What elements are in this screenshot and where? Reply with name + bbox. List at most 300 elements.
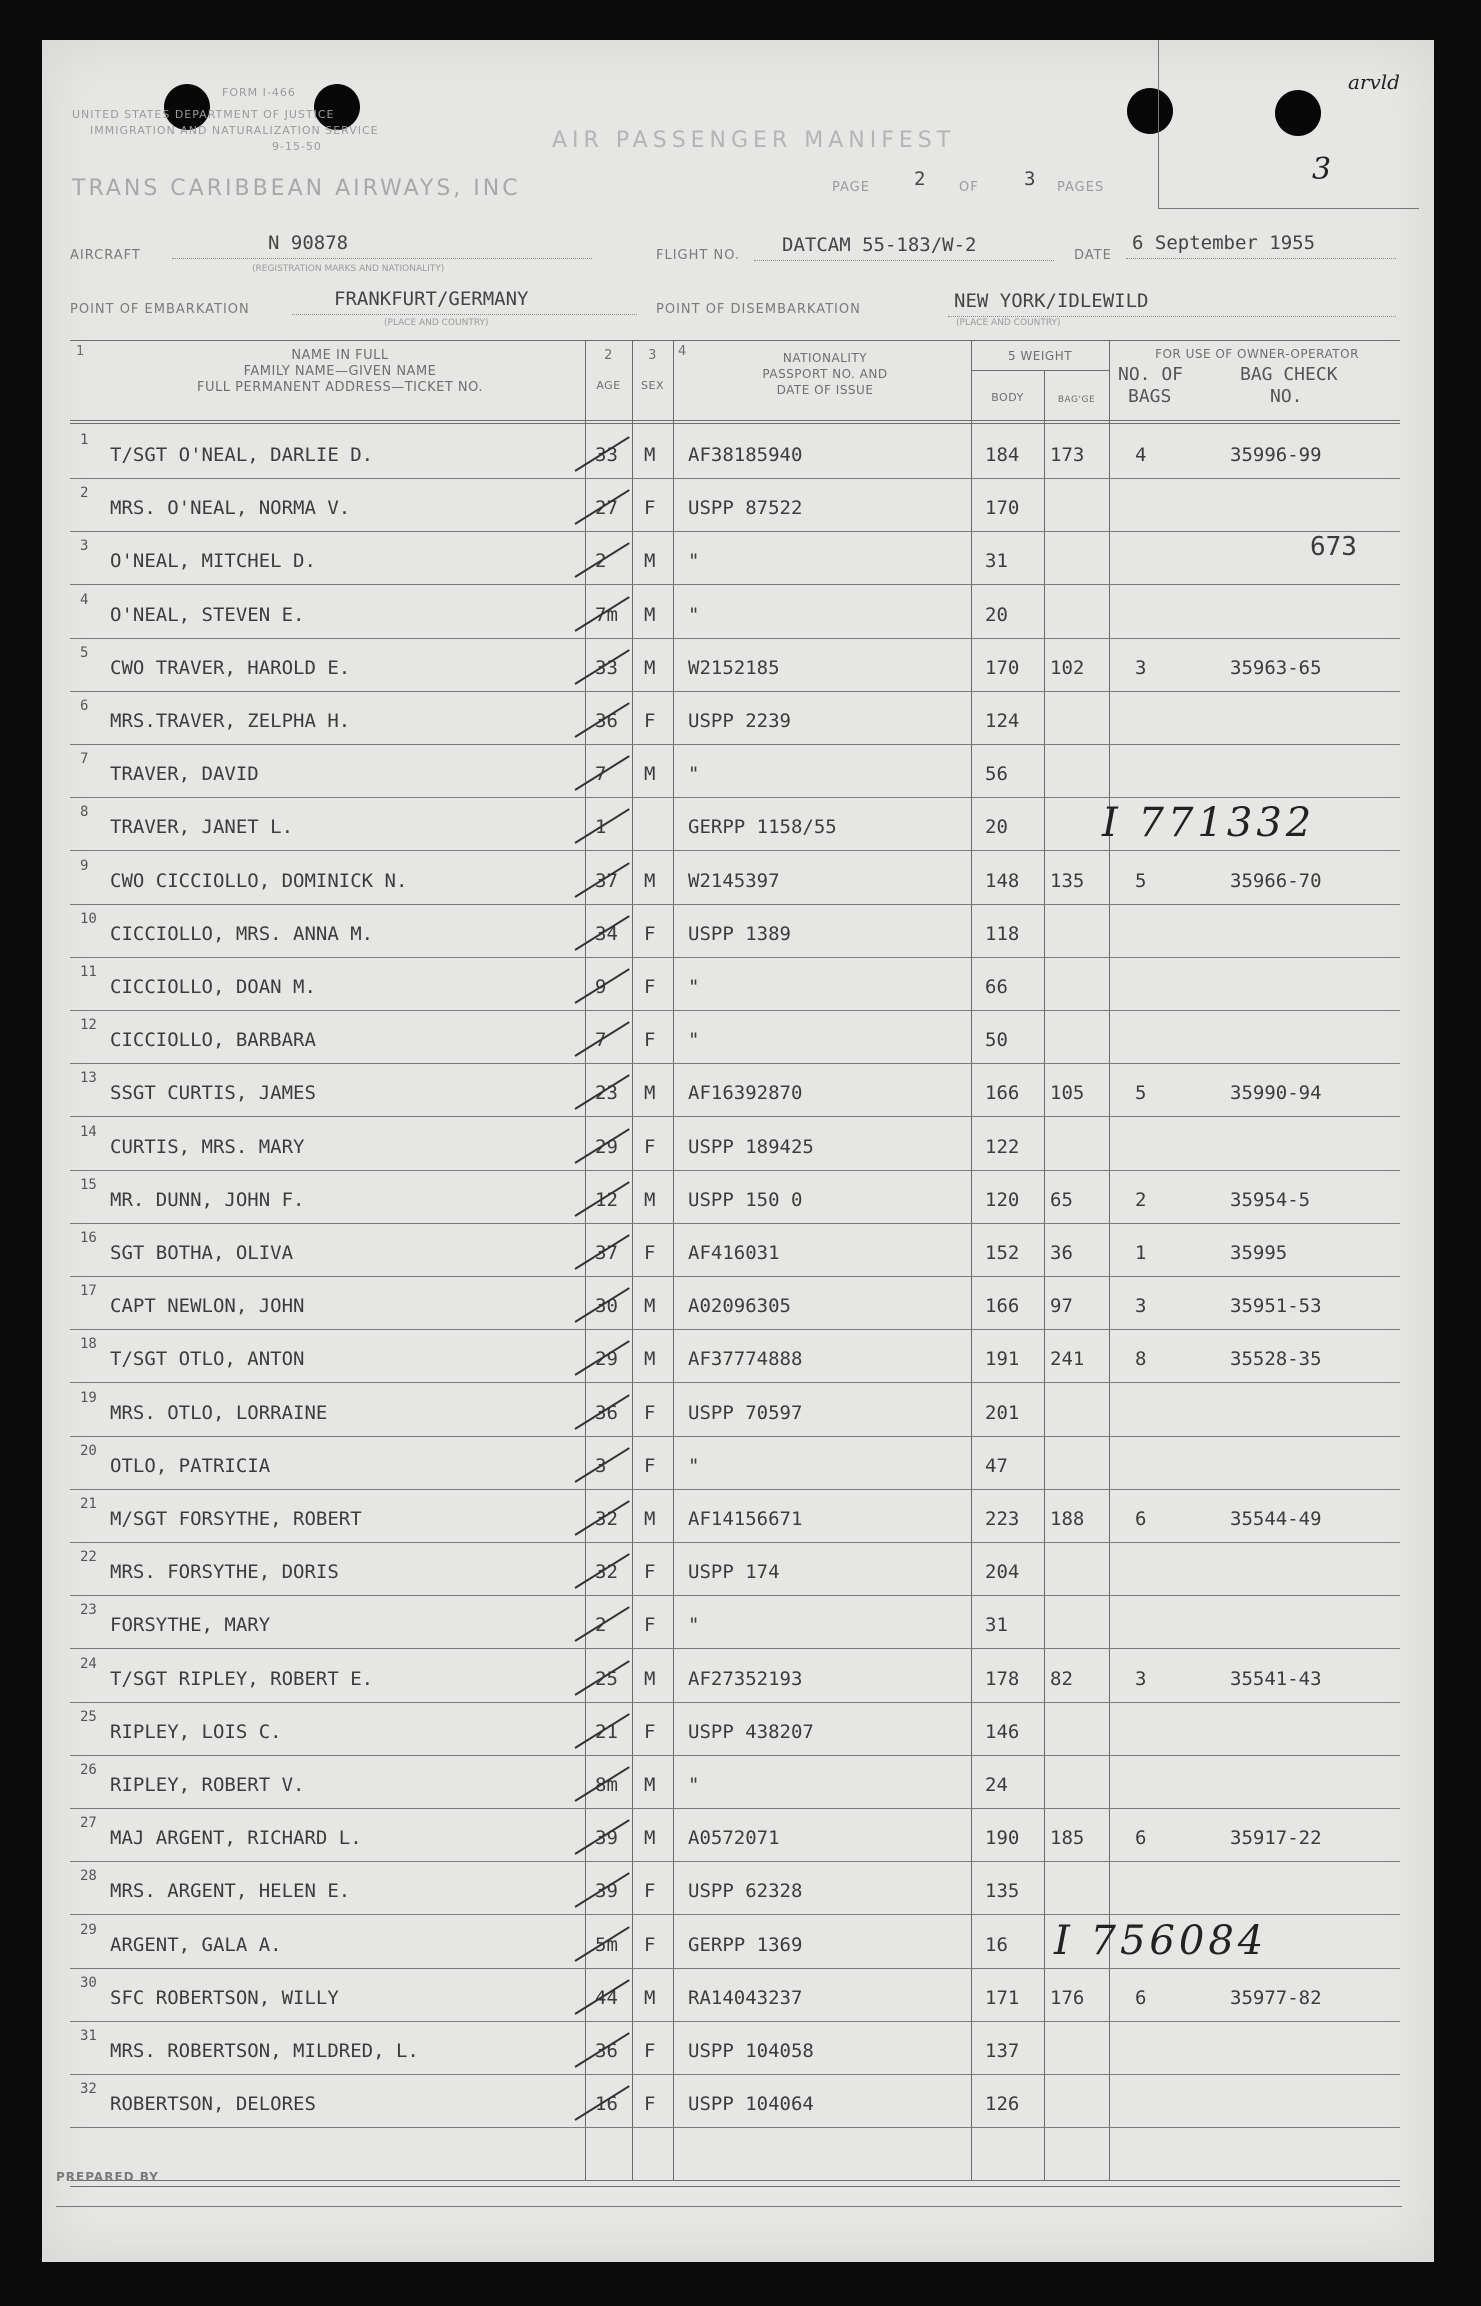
baggage-weight: 241 (1050, 1348, 1085, 1371)
row-number: 21 (80, 1496, 97, 1512)
passport-number: W2152185 (688, 656, 780, 679)
table-row (70, 1596, 1400, 1649)
passenger-name: SFC ROBERTSON, WILLY (110, 1986, 339, 2009)
passenger-age: 32 (595, 1561, 618, 1584)
airline-name: TRANS CARIBBEAN AIRWAYS, INC (72, 176, 521, 201)
table-row (70, 639, 1400, 692)
row-number: 22 (80, 1549, 97, 1566)
passenger-age: 37 (595, 869, 618, 892)
row-number: 1 (80, 432, 89, 448)
check-mark (574, 1234, 629, 1270)
baggage-weight: 36 (1050, 1242, 1073, 1264)
baggage-weight: 176 (1050, 1986, 1085, 2009)
row-number: 25 (80, 1708, 97, 1725)
table-row (70, 1118, 1400, 1171)
passenger-age: 7m (595, 603, 618, 626)
body-weight: 152 (985, 1242, 1020, 1264)
baggage-weight: 188 (1050, 1508, 1085, 1530)
body-weight: 135 (985, 1880, 1020, 1903)
table-row (70, 1756, 1400, 1809)
bag-check-number: 35995 (1230, 1242, 1288, 1264)
row-number: 32 (80, 2081, 97, 2098)
body-weight: 124 (985, 710, 1020, 732)
passenger-sex: F (644, 922, 656, 945)
check-mark (574, 1660, 629, 1696)
row-number: 30 (80, 1974, 97, 1991)
passenger-age: 39 (595, 1827, 618, 1850)
bag-check-number: 35963-65 (1230, 656, 1322, 679)
annotation-row8: I 771332 (1102, 800, 1316, 846)
body-weight: 166 (985, 1082, 1020, 1105)
passenger-name: CICCIOLLO, MRS. ANNA M. (110, 922, 374, 945)
row-number: 23 (80, 1602, 97, 1619)
num-bags: 3 (1135, 1295, 1147, 1318)
col-passport-header: NATIONALITY PASSPORT NO. AND DATE OF ISSUE (762, 351, 888, 397)
passenger-sex: M (644, 1986, 656, 2009)
passenger-sex: M (644, 1667, 656, 1690)
baggage-weight: 97 (1050, 1295, 1073, 1318)
check-mark (574, 915, 629, 951)
col4-number: 4 (678, 344, 687, 359)
passenger-name: CURTIS, MRS. MARY (110, 1135, 305, 1158)
passenger-sex: M (644, 550, 656, 573)
check-mark (574, 968, 629, 1004)
table-row (70, 532, 1400, 585)
passport-number: USPP 438207 (688, 1720, 814, 1743)
bag-check-number: 35528-35 (1230, 1348, 1322, 1371)
baggage-weight: 102 (1050, 656, 1085, 679)
passport-number: USPP 1389 (688, 922, 791, 945)
check-mark (574, 862, 629, 898)
check-mark (574, 1394, 629, 1430)
annotation-row29: I 756084 (1054, 1918, 1268, 1964)
row-number: 27 (80, 1815, 97, 1832)
check-mark (574, 1979, 629, 2015)
body-weight: 47 (985, 1454, 1008, 1477)
stamp-box (1158, 40, 1419, 209)
passport-number: AF38185940 (688, 444, 803, 466)
passenger-name: CWO CICCIOLLO, DOMINICK N. (110, 869, 408, 892)
passenger-name: RIPLEY, ROBERT V. (110, 1774, 305, 1796)
col-age-header: 2 AGE (596, 348, 621, 392)
passenger-age: 33 (595, 444, 618, 466)
table-row (70, 692, 1400, 745)
row-number: 16 (80, 1230, 97, 1246)
check-mark (574, 543, 629, 579)
body-weight: 50 (985, 1029, 1008, 1052)
passenger-name: MAJ ARGENT, RICHARD L. (110, 1827, 362, 1850)
passport-number: USPP 70597 (688, 1401, 803, 1424)
agency-line1: UNITED STATES DEPARTMENT OF JUSTICE (72, 108, 335, 121)
passenger-sex: F (644, 2093, 656, 2116)
passenger-age: 30 (595, 1295, 618, 1318)
passport-number: AF37774888 (688, 1348, 803, 1371)
passenger-name: T/SGT O'NEAL, DARLIE D. (110, 444, 374, 466)
check-mark (574, 489, 629, 525)
passenger-name: MRS. OTLO, LORRAINE (110, 1401, 328, 1424)
check-mark (574, 809, 629, 845)
corner-note: 3 (1312, 152, 1332, 187)
passenger-name: RIPLEY, LOIS C. (110, 1720, 282, 1743)
passenger-age: 36 (595, 2040, 618, 2062)
table-row (70, 852, 1400, 905)
num-bags: 3 (1135, 656, 1147, 679)
table-row (70, 1011, 1400, 1064)
passenger-age: 16 (595, 2093, 618, 2116)
body-weight: 66 (985, 976, 1008, 998)
col1-number: 1 (76, 344, 85, 359)
body-weight: 31 (985, 550, 1008, 573)
passenger-name: TRAVER, JANET L. (110, 816, 294, 839)
passenger-name: MR. DUNN, JOHN F. (110, 1188, 305, 1211)
body-weight: 31 (985, 1614, 1008, 1637)
passenger-sex: M (644, 656, 656, 679)
passport-number: USPP 87522 (688, 497, 803, 520)
passenger-sex: F (644, 497, 656, 520)
passenger-sex: F (644, 1933, 656, 1956)
passenger-age: 2 (595, 550, 607, 573)
body-weight: 24 (985, 1774, 1008, 1796)
passenger-sex: M (644, 1508, 656, 1530)
bag-check-number: 35541-43 (1230, 1667, 1322, 1690)
passenger-name: M/SGT FORSYTHE, ROBERT (110, 1508, 362, 1530)
passport-number: USPP 104064 (688, 2093, 814, 2116)
row-number: 19 (80, 1389, 97, 1406)
row-number: 8 (80, 804, 89, 821)
passenger-sex: M (644, 603, 656, 626)
passenger-age: 1 (595, 816, 607, 839)
row-number: 12 (80, 1017, 97, 1034)
table-row (70, 2022, 1400, 2075)
check-mark (574, 2032, 629, 2068)
baggage-weight: 105 (1050, 1082, 1085, 1105)
passenger-age: 33 (595, 656, 618, 679)
passenger-age: 7 (595, 1029, 607, 1052)
passenger-age: 12 (595, 1188, 618, 1211)
passport-number: AF27352193 (688, 1667, 803, 1690)
passenger-sex: F (644, 1242, 656, 1264)
check-mark (574, 1500, 629, 1536)
body-weight: 223 (985, 1508, 1020, 1530)
body-weight: 171 (985, 1986, 1020, 2009)
passenger-name: CICCIOLLO, BARBARA (110, 1029, 316, 1052)
row-number: 26 (80, 1762, 97, 1778)
row-number: 18 (80, 1336, 97, 1353)
passenger-sex: F (644, 1614, 656, 1637)
table-row (70, 1330, 1400, 1383)
passenger-age: 44 (595, 1986, 618, 2009)
row-number: 15 (80, 1176, 97, 1193)
bag-check-number: 35544-49 (1230, 1508, 1322, 1530)
row-number: 9 (80, 857, 89, 874)
passenger-name: OTLO, PATRICIA (110, 1454, 271, 1477)
num-bags: 3 (1135, 1667, 1147, 1690)
passport-number: " (688, 603, 700, 626)
manifest-page (42, 40, 1434, 2262)
check-mark (574, 1713, 629, 1749)
passport-number: USPP 104058 (688, 2040, 814, 2062)
disembark-label: POINT OF DISEMBARKATION (656, 302, 861, 317)
body-weight: 166 (985, 1295, 1020, 1318)
passenger-sex: F (644, 2040, 656, 2062)
table-row (70, 1969, 1400, 2022)
disembark-value: NEW YORK/IDLEWILD (954, 290, 1149, 312)
passenger-age: 21 (595, 1720, 618, 1743)
passport-number: W2145397 (688, 869, 780, 892)
num-bags: 2 (1135, 1188, 1147, 1211)
col-operator-header: FOR USE OF OWNER-OPERATOR (1155, 347, 1359, 361)
col-baggage-header: BAG'GE (1057, 395, 1096, 405)
bag-check-number: 673 (1310, 532, 1357, 563)
row-number: 13 (80, 1070, 97, 1087)
passenger-sex: F (644, 1029, 656, 1052)
aircraft-value: N 90878 (268, 232, 349, 254)
passenger-sex: M (644, 1774, 656, 1796)
row-number: 4 (80, 591, 89, 608)
baggage-weight: 185 (1050, 1827, 1085, 1850)
col-num-bags-header: NO. OF BAGS (1118, 364, 1184, 407)
passenger-age: 37 (595, 1242, 618, 1264)
check-mark (574, 1021, 629, 1057)
row-number: 2 (80, 485, 89, 502)
check-mark (574, 1075, 629, 1111)
table-row (70, 1437, 1400, 1490)
passenger-age: 32 (595, 1508, 618, 1530)
passenger-name: MRS. ROBERTSON, MILDRED, L. (110, 2040, 419, 2062)
row-number: 5 (80, 644, 89, 661)
passenger-age: 36 (595, 710, 618, 732)
row-number: 10 (80, 910, 97, 927)
row-number: 7 (80, 751, 89, 768)
passenger-age: 9 (595, 976, 607, 998)
num-bags: 8 (1135, 1348, 1147, 1371)
passport-number: " (688, 976, 700, 998)
check-mark (574, 1607, 629, 1643)
passport-number: " (688, 763, 700, 786)
check-mark (574, 1766, 629, 1802)
passenger-age: 5m (595, 1933, 618, 1956)
passenger-age: 23 (595, 1082, 618, 1105)
body-weight: 137 (985, 2040, 1020, 2062)
num-bags: 6 (1135, 1508, 1147, 1530)
body-weight: 120 (985, 1188, 1020, 1211)
passenger-sex: M (644, 444, 656, 466)
passport-number: A0572071 (688, 1827, 780, 1850)
body-weight: 20 (985, 816, 1008, 839)
body-weight: 20 (985, 603, 1008, 626)
date-value: 6 September 1955 (1132, 232, 1316, 254)
check-mark (574, 649, 629, 685)
passenger-sex: M (644, 1082, 656, 1105)
passenger-age: 36 (595, 1401, 618, 1424)
bag-check-number: 35966-70 (1230, 869, 1322, 892)
passport-number: USPP 62328 (688, 1880, 803, 1903)
bag-check-number: 35977-82 (1230, 1986, 1322, 2009)
body-weight: 191 (985, 1348, 1020, 1371)
passenger-age: 27 (595, 497, 618, 520)
row-number: 28 (80, 1868, 97, 1885)
form-code: FORM I-466 (222, 86, 296, 99)
passenger-sex: F (644, 1880, 656, 1903)
passport-number: " (688, 1614, 700, 1637)
passenger-name: TRAVER, DAVID (110, 763, 259, 786)
check-mark (574, 1819, 629, 1855)
table-row (70, 586, 1400, 639)
table-row (70, 1224, 1400, 1277)
row-number: 6 (80, 698, 89, 714)
table-row (70, 905, 1400, 958)
body-weight: 170 (985, 497, 1020, 520)
passport-number: USPP 2239 (688, 710, 791, 732)
passenger-sex: F (644, 976, 656, 998)
col-name-header: NAME IN FULL FAMILY NAME—GIVEN NAME FULL PERMANENT ADDRESS—TICKET NO. (197, 348, 483, 395)
bag-check-number: 35990-94 (1230, 1082, 1322, 1105)
check-mark (574, 755, 629, 791)
passenger-name: ROBERTSON, DELORES (110, 2093, 316, 2116)
col-body-header: BODY (991, 391, 1024, 404)
embark-value: FRANKFURT/GERMANY (334, 288, 529, 310)
body-weight: 190 (985, 1827, 1020, 1850)
row-number: 11 (80, 964, 97, 980)
body-weight: 118 (985, 922, 1020, 945)
date-label: DATE (1074, 248, 1112, 263)
check-mark (574, 1341, 629, 1377)
passenger-age: 29 (595, 1135, 618, 1158)
passenger-name: O'NEAL, MITCHEL D. (110, 550, 316, 573)
num-bags: 1 (1135, 1242, 1147, 1264)
baggage-weight: 135 (1050, 869, 1085, 892)
passenger-age: 2 (595, 1614, 607, 1637)
passport-number: AF416031 (688, 1242, 780, 1264)
table-row (70, 1064, 1400, 1117)
table-row (70, 1384, 1400, 1437)
check-mark (574, 1926, 629, 1962)
table-row (70, 1650, 1400, 1703)
passenger-sex: M (644, 869, 656, 892)
passenger-sex: M (644, 1348, 656, 1371)
table-row (70, 426, 1400, 479)
bag-check-number: 35954-5 (1230, 1188, 1311, 1211)
passenger-sex: F (644, 710, 656, 732)
passenger-sex: M (644, 1827, 656, 1850)
passenger-sex: M (644, 763, 656, 786)
body-weight: 122 (985, 1135, 1020, 1158)
check-mark (574, 596, 629, 632)
passport-number: USPP 150 0 (688, 1188, 803, 1211)
passenger-name: CAPT NEWLON, JOHN (110, 1295, 305, 1318)
passenger-name: ARGENT, GALA A. (110, 1933, 282, 1956)
row-number: 3 (80, 538, 89, 555)
check-mark (574, 436, 629, 472)
body-weight: 204 (985, 1561, 1020, 1584)
passenger-age: 29 (595, 1348, 618, 1371)
table-row (70, 1171, 1400, 1224)
col-weight-header: 5 WEIGHT (1007, 349, 1073, 363)
table-row (70, 1490, 1400, 1543)
passenger-name: MRS. O'NEAL, NORMA V. (110, 497, 351, 520)
check-mark (574, 1447, 629, 1483)
page-label: PAGE (832, 180, 870, 195)
passport-number: USPP 174 (688, 1561, 780, 1584)
passenger-name: CICCIOLLO, DOAN M. (110, 976, 316, 998)
row-number: 17 (80, 1283, 97, 1300)
table-row (70, 1809, 1400, 1862)
embark-label: POINT OF EMBARKATION (70, 302, 250, 317)
col-bag-check-header: BAG CHECK NO. (1240, 364, 1338, 407)
passenger-name: MRS. ARGENT, HELEN E. (110, 1880, 351, 1903)
table-row (70, 1543, 1400, 1596)
page-total: 3 (1024, 168, 1036, 190)
passenger-age: 34 (595, 922, 618, 945)
passenger-name: SGT BOTHA, OLIVA (110, 1242, 294, 1264)
num-bags: 6 (1135, 1986, 1147, 2009)
check-mark (574, 1128, 629, 1164)
table-row (70, 479, 1400, 532)
agency-line2: IMMIGRATION AND NATURALIZATION SERVICE (90, 124, 379, 137)
passenger-sex: F (644, 1401, 656, 1424)
passenger-name: MRS.TRAVER, ZELPHA H. (110, 710, 351, 732)
baggage-weight: 173 (1050, 444, 1085, 466)
passenger-table (70, 340, 1400, 2160)
check-mark (574, 1553, 629, 1589)
num-bags: 4 (1135, 444, 1147, 466)
passenger-sex: F (644, 1720, 656, 1743)
row-number: 24 (80, 1655, 97, 1672)
row-number: 20 (80, 1442, 97, 1459)
bag-check-number: 35951-53 (1230, 1295, 1322, 1318)
embark-sub: (PLACE AND COUNTRY) (384, 318, 489, 328)
passport-number: A02096305 (688, 1295, 791, 1318)
body-weight: 201 (985, 1401, 1020, 1424)
check-mark (574, 1181, 629, 1217)
passenger-name: MRS. FORSYTHE, DORIS (110, 1561, 339, 1584)
passenger-sex: F (644, 1454, 656, 1477)
body-weight: 16 (985, 1933, 1008, 1956)
num-bags: 6 (1135, 1827, 1147, 1850)
table-row (70, 1277, 1400, 1330)
check-mark (574, 2085, 629, 2121)
table-row (70, 745, 1400, 798)
passport-number: AF14156671 (688, 1508, 803, 1530)
aircraft-sub: (REGISTRATION MARKS AND NATIONALITY) (252, 264, 445, 274)
page-number: 2 (914, 168, 926, 190)
baggage-weight: 82 (1050, 1667, 1073, 1690)
table-row (70, 1862, 1400, 1915)
of-label: OF (959, 180, 979, 195)
table-row (70, 1703, 1400, 1756)
form-date: 9-15-50 (272, 140, 322, 153)
passenger-name: T/SGT OTLO, ANTON (110, 1348, 305, 1371)
passport-number: " (688, 1774, 700, 1796)
passport-number: " (688, 550, 700, 573)
passenger-sex: F (644, 1135, 656, 1158)
manifest-title: AIR PASSENGER MANIFEST (552, 128, 956, 153)
passenger-name: SSGT CURTIS, JAMES (110, 1082, 316, 1105)
passenger-age: 39 (595, 1880, 618, 1903)
passport-number: " (688, 1029, 700, 1052)
table-row (70, 2075, 1400, 2128)
passenger-sex: M (644, 1188, 656, 1211)
row-number: 14 (80, 1123, 97, 1140)
col-sex-header: 3 SEX (641, 348, 664, 392)
passenger-name: T/SGT RIPLEY, ROBERT E. (110, 1667, 374, 1690)
passenger-name: O'NEAL, STEVEN E. (110, 603, 305, 626)
passenger-age: 25 (595, 1667, 618, 1690)
passenger-age: 3 (595, 1454, 607, 1477)
passport-number: USPP 189425 (688, 1135, 814, 1158)
check-mark (574, 702, 629, 738)
bag-check-number: 35996-99 (1230, 444, 1322, 466)
